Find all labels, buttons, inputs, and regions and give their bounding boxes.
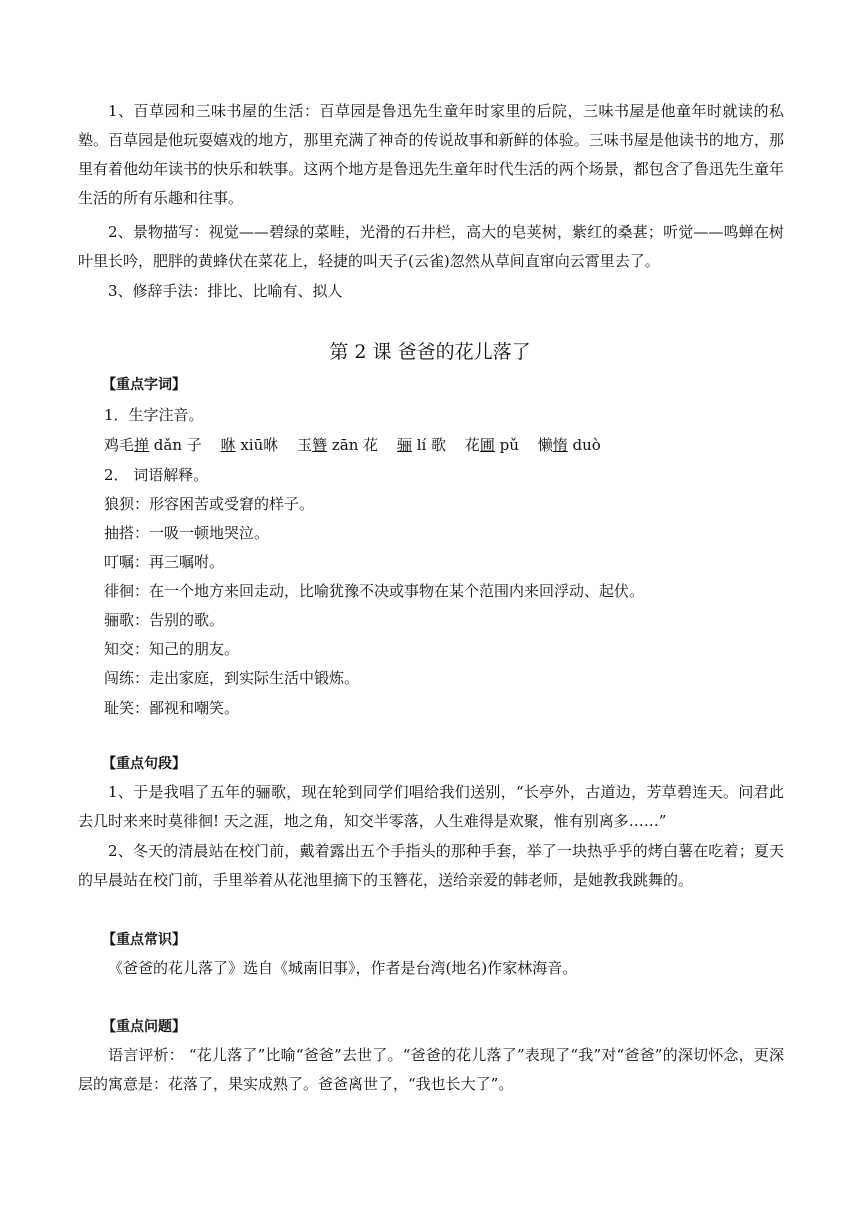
phonetic-prefix: 鸡毛 (104, 436, 135, 454)
phonetic-item (297, 436, 378, 454)
vocab-heading: 【重点字词】 (102, 377, 186, 393)
phonetic-pinyin: zān 花 (327, 436, 379, 454)
sentences-heading: 【重点句段】 (102, 756, 186, 772)
definition-item: 叮嘱：再三嘱咐。 (104, 553, 225, 571)
definition-item: 闯练：走出家庭，到实际生活中锻炼。 (104, 669, 360, 687)
paragraph-baicaoyuan-life: 1、百草园和三味书屋的生活：百草园是鲁迅先生童年时家里的后院，三味书屋是他童年时就读的私塾。百草园是他玩耍嬉戏的地方，那里充满了神奇的传说故事和新鲜的体验。三味书屋是他读书的地方，那里有着他幼年读书的快乐和轶事。这两个地方是鲁迅先生童年时代生活的两个场景，都包含了鲁迅先生童年生活的所有乐趣和往事。 (78, 102, 784, 207)
definition-item: 抽搭：一吸一顿地哭泣。 (104, 524, 270, 542)
key-sentence-2: 2、冬天的清晨站在校门前，戴着露出五个手指头的那种手套，举了一块热乎乎的烤白薯在吃着；夏天的早晨站在校门前，手里举着从花池里摘下的玉簪花，送给亲爱的韩老师，是她教我跳舞的。 (78, 842, 784, 889)
phonetic-char: 骊 (396, 436, 412, 454)
knowledge-text: 《爸爸的花儿落了》选自《城南旧事》，作者是台湾(地名)作家林海音。 (108, 959, 578, 977)
phonetic-row (104, 434, 615, 456)
phonetic-item (221, 436, 279, 454)
knowledge-heading: 【重点常识】 (102, 932, 186, 948)
question-analysis: 语言评析： “花儿落了”比喻“爸爸”去世了。“爸爸的花儿落了”表现了“我”对“爸爸”的深切怀念，更深层的寓意是：花落了，果实成熟了。爸爸离世了，“我也长大了”。 (78, 1046, 784, 1093)
phonetic-item (538, 436, 601, 454)
phonetic-pinyin: pǔ (494, 436, 519, 454)
questions-heading: 【重点问题】 (102, 1019, 186, 1035)
phonetic-item (104, 436, 202, 454)
phonetic-item (397, 436, 446, 454)
definition-item: 徘徊：在一个地方来回走动，比喻犹豫不决或事物在某个范围内来回浮动、起伏。 (104, 582, 645, 600)
definition-item: 知交：知己的朋友。 (104, 640, 240, 658)
phonetic-char: 咻 (220, 436, 236, 454)
phonetic-pinyin: duò (567, 436, 601, 454)
definition-item: 狼狈：形容困苦或受窘的样子。 (104, 495, 315, 513)
phonetic-char: 惰 (552, 436, 568, 454)
key-sentence-1: 1、于是我唱了五年的骊歌，现在轮到同学们唱给我们送别，“长亭外，古道边，芳草碧连天。问君此去几时来来时莫徘徊! 天之涯，地之角，知交半零落，人生难得是欢聚，惟有别离多……” (78, 783, 784, 830)
paragraph-scenery-description: 2、景物描写：视觉——碧绿的菜畦，光滑的石井栏，高大的皂荚树，紫红的桑葚；听觉——鸣蝉在树叶里长吟，肥胖的黄蜂伏在菜花上，轻捷的叫天子(云雀)忽然从草间直窜向云霄里去了。 (78, 223, 784, 270)
phonetic-prefix: 懒 (537, 436, 553, 454)
phonetic-char: 簪 (312, 436, 328, 454)
lesson-title: 第 2 课 爸爸的花儿落了 (329, 341, 531, 363)
definition-item: 耻笑：鄙视和嘲笑。 (104, 699, 240, 717)
phonetic-char: 掸 (134, 436, 150, 454)
phonetic-pinyin: dǎn 子 (149, 436, 202, 454)
paragraph-rhetoric: 3、修辞手法：排比、比喻有、拟人 (108, 282, 343, 300)
phonetic-label: 1．生字注音。 (104, 406, 204, 424)
phonetic-prefix: 花 (464, 436, 480, 454)
phonetic-item (465, 436, 519, 454)
phonetic-prefix: 玉 (297, 436, 313, 454)
phonetic-char: 圃 (479, 436, 495, 454)
phonetic-pinyin: xiū咻 (235, 436, 279, 454)
definition-label: 2． 词语解释。 (104, 466, 209, 484)
phonetic-pinyin: lí 歌 (411, 436, 447, 454)
definition-item: 骊歌：告别的歌。 (104, 611, 225, 629)
